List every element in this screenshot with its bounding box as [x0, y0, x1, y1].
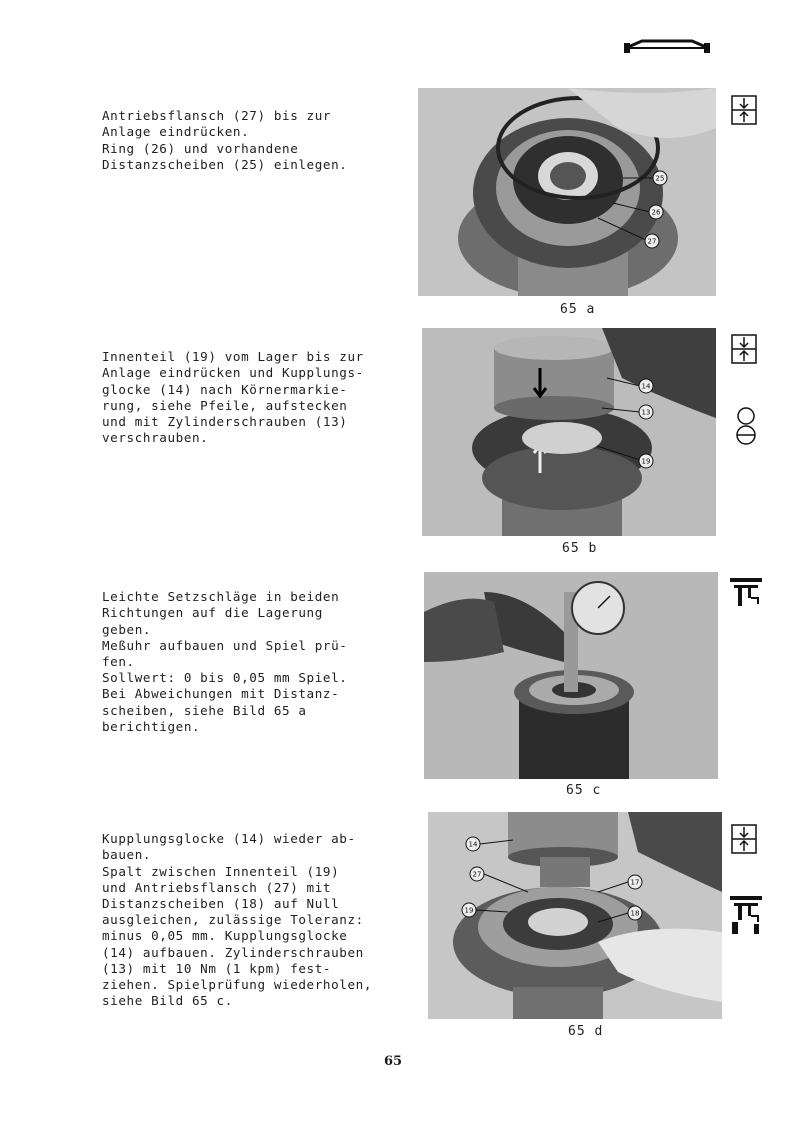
callout-label: 25 [655, 174, 665, 183]
text-line: Bei Abweichungen mit Distanz- [102, 686, 340, 702]
text-line: bauen. [102, 847, 152, 863]
text-line: rung, siehe Pfeile, aufstecken [102, 397, 348, 413]
text-line: ausgleichen, zulässige Toleranz: [102, 912, 364, 928]
press-in-icon [731, 95, 757, 129]
text-line: Innenteil (19) vom Lager bis zur [102, 349, 364, 365]
text-line: siehe Bild 65 c. [102, 993, 233, 1009]
instruction-text-b [102, 333, 364, 463]
callout-label: 13 [641, 408, 651, 417]
text-line: fen. [102, 654, 135, 670]
text-line: Spalt zwischen Innenteil (19) [102, 863, 340, 879]
callout-label: 27 [647, 237, 657, 246]
text-line: minus 0,05 mm. Kupplungsglocke [102, 928, 348, 944]
text-line: Anlage eindrücken und Kupplungs- [102, 365, 364, 381]
text-line: (13) mit 10 Nm (1 kpm) fest- [102, 960, 332, 976]
press-in-icon [731, 824, 757, 858]
page-number: 65 [384, 1054, 403, 1069]
text-line: Sollwert: 0 bis 0,05 mm Spiel. [102, 670, 348, 686]
text-line: berichtigen. [102, 718, 201, 734]
text-line: verschrauben. [102, 430, 209, 446]
press-in-icon [731, 334, 757, 368]
text-line: Leichte Setzschläge in beiden [102, 589, 340, 605]
text-line: Richtungen auf die Lagerung [102, 605, 323, 621]
text-line: Distanzscheiben (25) einlegen. [102, 156, 348, 172]
callout-label: 18 [630, 909, 640, 918]
text-line: ziehen. Spielprüfung wiederholen, [102, 977, 373, 993]
figure-65a-photo [418, 88, 716, 296]
callout-label: 19 [464, 906, 474, 915]
gauge-icon [728, 574, 764, 614]
figure-65d-photo [428, 812, 722, 1019]
screw-icon [735, 406, 757, 450]
figure-65c-photo [424, 572, 718, 779]
text-line: (14) aufbauen. Zylinderschrauben [102, 944, 364, 960]
text-line: und Antriebsflansch (27) mit [102, 879, 332, 895]
callout-label: 26 [651, 208, 661, 217]
figure-caption: 65 c [566, 783, 602, 798]
text-line: Distanzscheiben (18) auf Null [102, 896, 340, 912]
text-line: Meßuhr aufbauen und Spiel prü- [102, 637, 348, 653]
text-line: Kupplungsglocke (14) wieder ab- [102, 831, 356, 847]
figure-caption: 65 a [560, 302, 596, 317]
callout-label: 27 [472, 870, 482, 879]
text-line: Ring (26) und vorhandene [102, 140, 299, 156]
figure-65b-photo [422, 328, 716, 536]
text-line: scheiben, siehe Bild 65 a [102, 702, 307, 718]
instruction-text-d [102, 815, 372, 1026]
text-line: geben. [102, 621, 152, 637]
callout-label: 14 [641, 382, 651, 391]
text-line: und mit Zylinderschrauben (13) [102, 414, 348, 430]
text-line: Anlage eindrücken. [102, 124, 250, 140]
figure-caption: 65 b [562, 541, 598, 556]
callout-label: 17 [630, 878, 640, 887]
axle-icon [622, 34, 712, 64]
figure-caption: 65 d [568, 1024, 604, 1039]
callout-label: 14 [468, 840, 478, 849]
text-line: Antriebsflansch (27) bis zur [102, 108, 332, 124]
callout-label: 19 [641, 457, 651, 466]
gauge-icon [728, 892, 764, 938]
instruction-text-c [102, 573, 347, 751]
instruction-text-a [102, 92, 347, 189]
text-line: glocke (14) nach Körnermarkie- [102, 381, 348, 397]
